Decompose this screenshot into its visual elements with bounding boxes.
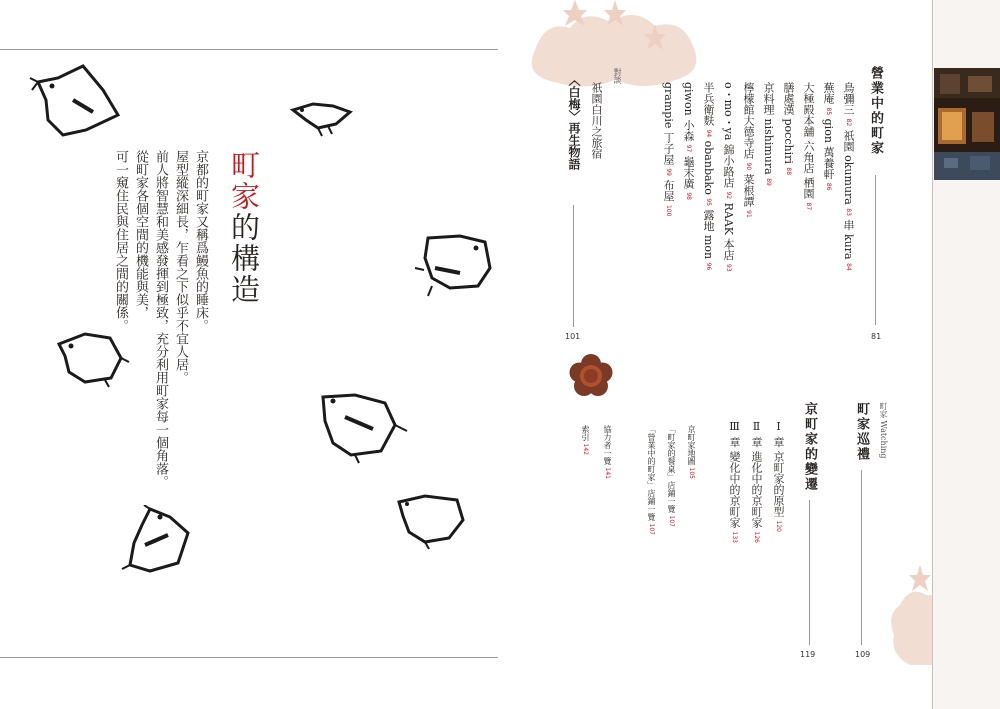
body-line-3: 前人將智慧和美感發揮到極致，充分利用町家每一個角落。 — [153, 150, 168, 488]
watching-label: 町家 Watching — [879, 402, 888, 459]
appendix-entry: 索引 142 — [581, 425, 590, 455]
taidan-line-2: 〈白梅〉再生物語 — [567, 74, 581, 170]
gutter-line — [932, 0, 933, 709]
sec2-leader — [861, 470, 862, 645]
toc-entry: 蕪庵 85 gion 萬養軒 86 — [822, 82, 835, 191]
body-line-5: 可一窺住民與住居之間的關係。 — [113, 150, 128, 332]
bird-illustration — [288, 98, 358, 138]
taidan-line-1: 祇園白川之旅宿 — [590, 82, 603, 159]
chapter-entry: Ⅲ 章 變化中的京町家 133 — [728, 420, 741, 543]
toc-entry: 大極殿本舖 六角店 栖園 87 — [802, 82, 815, 211]
sec3-page: 119 — [800, 650, 816, 659]
machiya-interior-photo — [934, 68, 1000, 180]
taidan-label: 對談 — [613, 68, 622, 84]
toc-entry: o・mo・ya 錦小路店 92 RAAK 本店 93 — [722, 82, 735, 272]
sec3-title: 京町家的變遷 — [802, 402, 817, 492]
appendix-entry: 協力者一覽 141 — [603, 425, 612, 479]
ornament-bottom — [890, 565, 932, 675]
appendix-entry: 「町家的餐桌」店鋪一覽 107 — [667, 425, 676, 527]
plum-crest-icon — [568, 353, 614, 399]
taidan-leader — [573, 205, 574, 327]
toc-entry: 京料理 nishimura 89 — [762, 82, 775, 186]
toc-entry: giwon 小森 97 龜末廣 98 — [682, 82, 695, 200]
chapter-title: 町家的構造 — [227, 150, 261, 305]
ornament-top — [515, 0, 705, 90]
toc-entry: 半兵衛麩 94 obanbako 95 露地 mon 96 — [702, 82, 715, 271]
toc-entry: 檸檬館大德寺店 90 菜根譚 91 — [742, 82, 755, 218]
sec1-title: 營業中的町家 — [868, 66, 883, 156]
top-rule — [0, 49, 498, 50]
bottom-rule — [0, 657, 498, 658]
toc-entry: 膳處漢 pocchiri 88 — [782, 82, 795, 176]
appendix-entry: 京町家地圖 105 — [687, 425, 696, 479]
taidan-page: 101 — [565, 332, 581, 341]
right-page — [500, 0, 932, 709]
bird-illustration — [55, 328, 130, 388]
bird-illustration — [410, 228, 495, 298]
body-line-4: 從町家各個空間的機能與美， — [133, 150, 148, 319]
bird-illustration — [120, 505, 195, 575]
toc-entry: grampie 丁子屋 99 布屋 100 — [662, 82, 675, 217]
sec2-page: 109 — [855, 650, 871, 659]
page-edge — [932, 0, 1000, 709]
body-line-2: 屋型縱深細長，乍看之下似乎不宜人居。 — [173, 150, 188, 384]
chapter-entry: Ⅰ 章 京町家的原型 120 — [772, 420, 785, 532]
chapter-entry: Ⅱ 章 進化中的京町家 126 — [750, 420, 763, 543]
bird-illustration — [28, 60, 123, 145]
sec3-leader — [809, 500, 810, 645]
sec1-page: 81 — [871, 332, 882, 341]
appendix-entry: 「營業中的町家」店鋪一覽 107 — [647, 425, 656, 535]
sec2-title: 町家巡禮 — [854, 402, 869, 462]
bird-illustration — [315, 385, 410, 465]
sec1-leader — [875, 175, 876, 325]
toc-entry: 鳥彌三 82 祇園 okumura 83 串 kura 84 — [842, 82, 855, 271]
bird-illustration — [395, 492, 470, 550]
body-line-1: 京都的町家又稱爲鰻魚的睡床。 — [193, 150, 208, 332]
